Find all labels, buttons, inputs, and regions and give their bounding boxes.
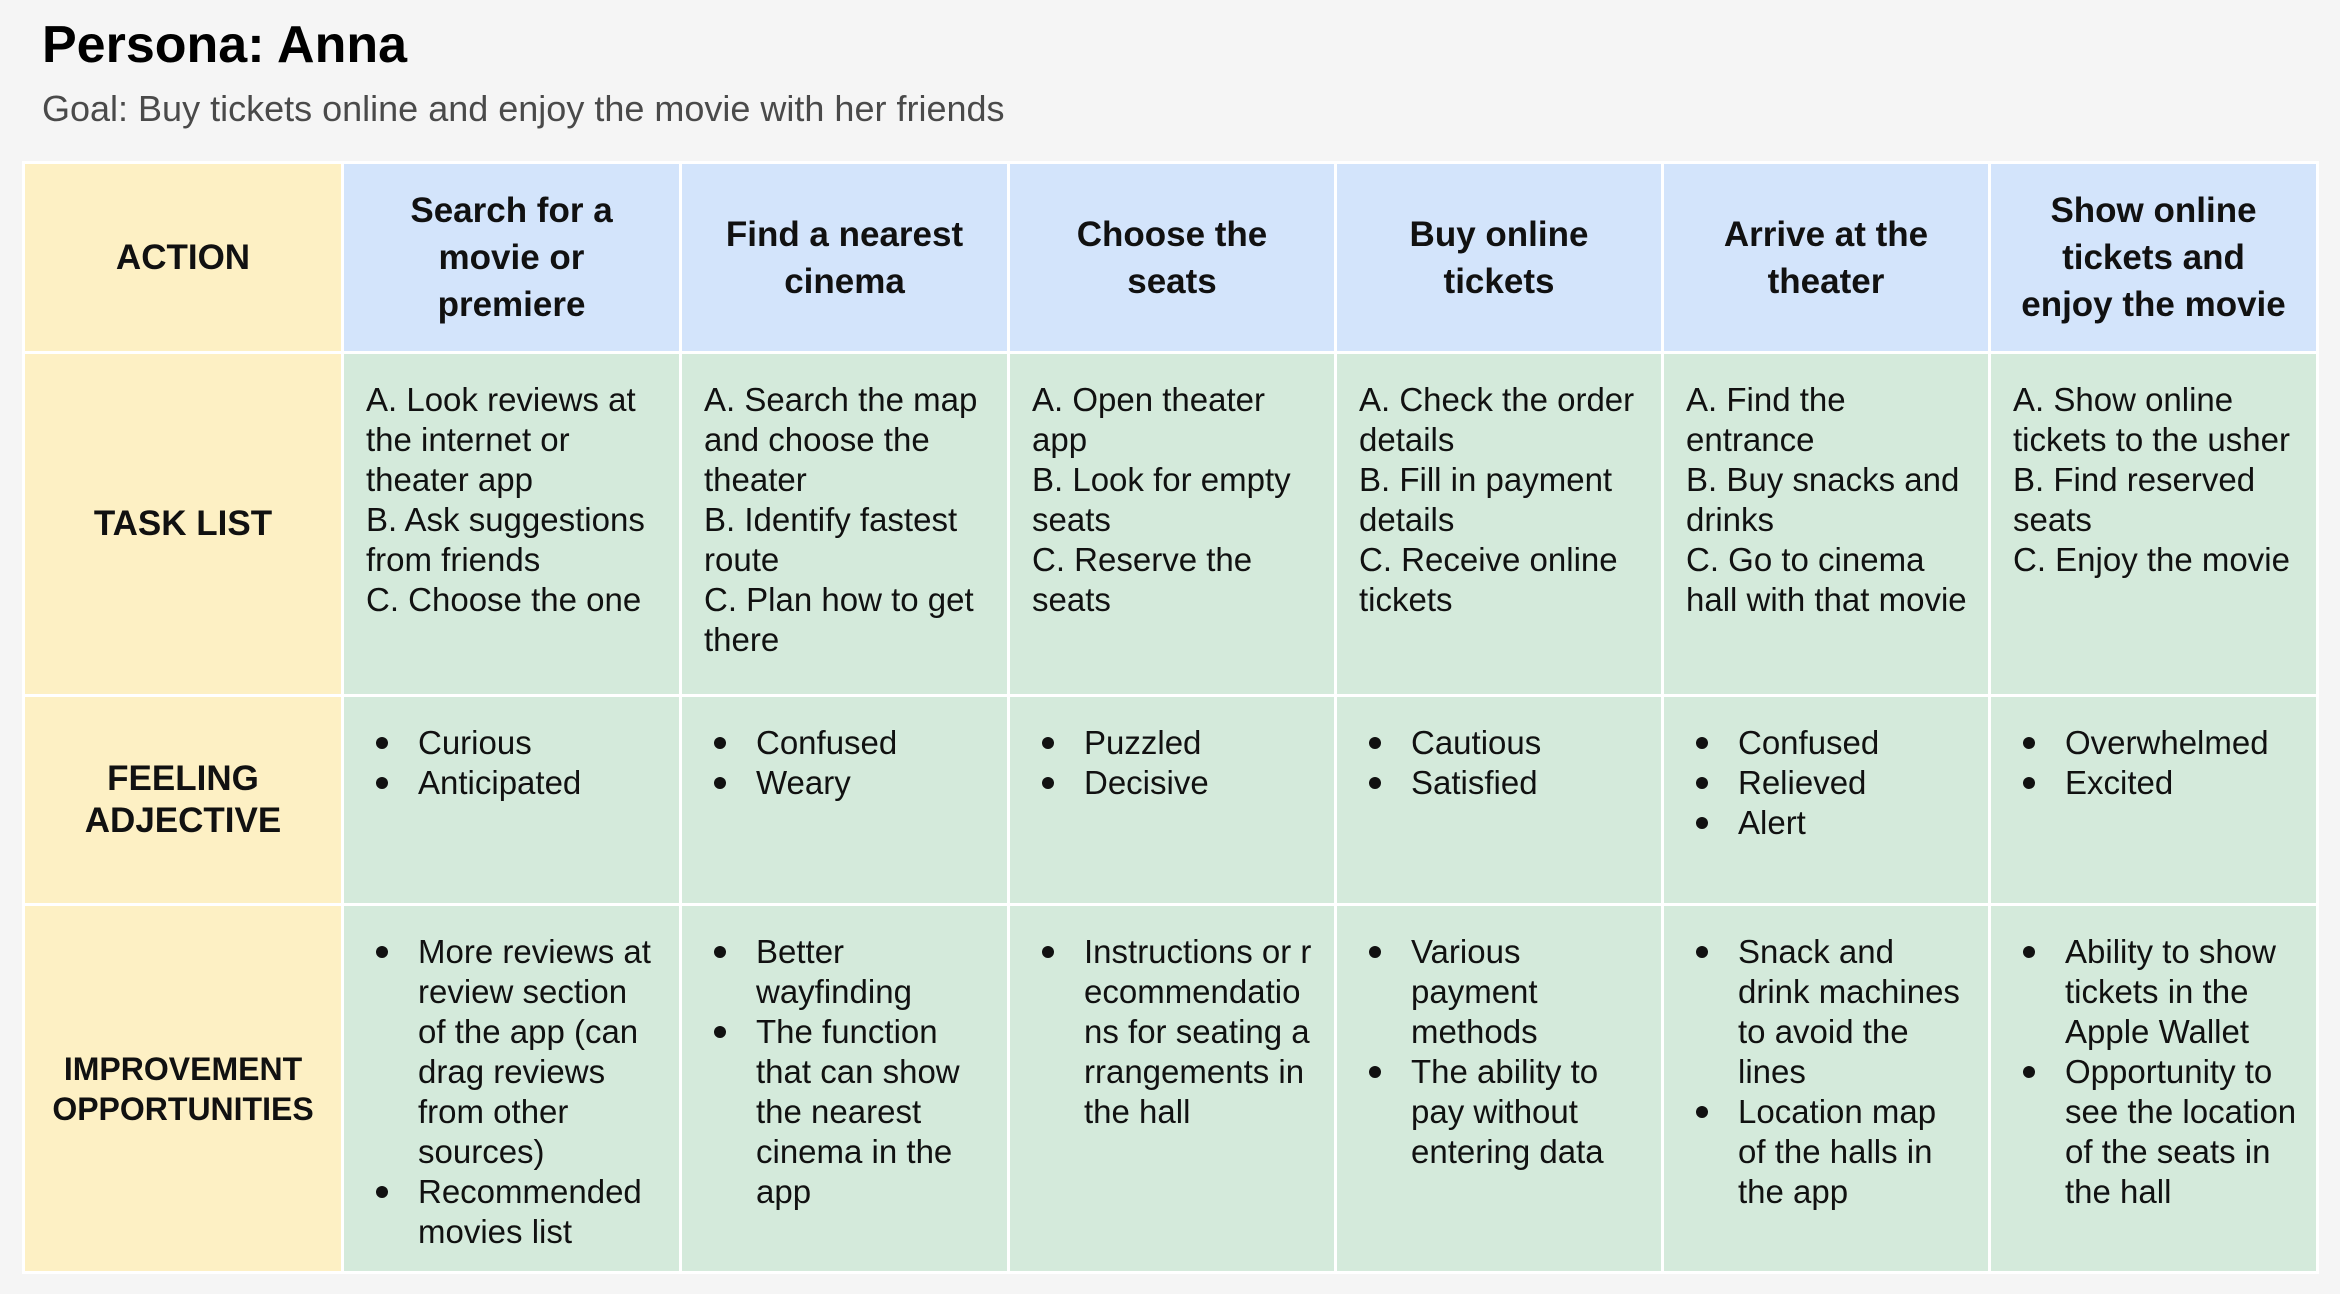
feeling-text: Overwhelmed (2065, 724, 2269, 761)
task-item: A. Look reviews at the internet or theater app (366, 381, 636, 498)
bullet-icon (1369, 737, 1381, 749)
feeling-item (366, 723, 661, 763)
action-cell: Choose the seats (1009, 163, 1336, 353)
task-item: A. Open theater app (1032, 381, 1265, 458)
feeling-text: Alert (1738, 804, 1806, 841)
feeling-item (1032, 763, 1316, 803)
opportunity-item (1032, 932, 1316, 1132)
row-header-improvement-line: OPPORTUNITIES (52, 1090, 314, 1127)
feeling-item (1686, 723, 1970, 763)
feeling-item (1032, 723, 1316, 763)
task-item: C. Receive online tickets (1359, 541, 1618, 618)
action-cell: Show online tickets and enjoy the movie (1990, 163, 2318, 353)
feeling-item (366, 763, 661, 803)
feeling-item (704, 723, 989, 763)
opportunity-text: Location map of the halls in the app (1738, 1093, 1937, 1210)
task-item: B. Identify fastest route (704, 501, 958, 578)
row-header-feeling-line: ADJECTIVE (84, 801, 282, 840)
opportunity-item (704, 1012, 989, 1212)
task-item: B. Ask suggestions from friends (366, 501, 645, 578)
bullet-icon (1042, 737, 1054, 749)
opportunity-cell (1990, 905, 2318, 1273)
opportunity-item (1359, 1052, 1643, 1172)
task-item: C. Go to cinema hall with that movie (1686, 541, 1967, 618)
task-item: C. Enjoy the movie (2013, 541, 2290, 578)
bullet-icon (1042, 777, 1054, 789)
feeling-item (1359, 723, 1643, 763)
page-title: Persona: Anna (42, 16, 408, 74)
feeling-cell (1009, 696, 1336, 905)
opportunity-text: Better wayfinding (756, 933, 912, 1010)
bullet-icon (376, 1186, 388, 1198)
feeling-text: Relieved (1738, 764, 1867, 801)
opportunity-text: Ability to show tickets in the Apple Wallet (2065, 933, 2276, 1050)
bullet-icon (1042, 946, 1054, 958)
opportunity-text: More reviews at review section of the app (can drag reviews from other sources) (418, 933, 651, 1170)
opportunity-cell (343, 905, 681, 1273)
task-cell (681, 353, 1009, 696)
bullet-icon (376, 737, 388, 749)
feeling-item (2013, 723, 2298, 763)
action-cell: Find a nearest cinema (681, 163, 1009, 353)
persona-goal: Goal: Buy tickets online and enjoy the movie with her friends (42, 88, 1005, 129)
opportunity-text: Snack and drink machines to avoid the lines (1738, 933, 1960, 1090)
opportunity-item (704, 932, 989, 1012)
row-header-feeling (24, 696, 343, 905)
opportunity-item (366, 1172, 661, 1252)
feeling-item (1359, 763, 1643, 803)
bullet-icon (2023, 777, 2035, 789)
bullet-icon (376, 946, 388, 958)
feeling-text: Excited (2065, 764, 2174, 801)
action-cell: Buy online tickets (1336, 163, 1663, 353)
row-header-improvement-line: IMPROVEMENT (63, 1050, 303, 1087)
feeling-text: Satisfied (1411, 764, 1538, 801)
bullet-icon (714, 946, 726, 958)
feeling-text: Weary (756, 764, 851, 801)
action-row (24, 163, 2318, 353)
bullet-icon (1696, 1106, 1708, 1118)
opportunity-item (1359, 932, 1643, 1052)
bullet-icon (1696, 777, 1708, 789)
bullet-icon (1696, 817, 1708, 829)
opportunity-text: Instructions or recommendations for seating arrangements in the hall (1084, 933, 1312, 1130)
action-cell: Search for a movie or premiere (343, 163, 681, 353)
task-item: A. Search the map and choose the theater (704, 381, 978, 498)
row-header-action: ACTION (24, 163, 343, 353)
feeling-cell (343, 696, 681, 905)
bullet-icon (714, 1026, 726, 1038)
bullet-icon (1369, 777, 1381, 789)
opportunity-cell (681, 905, 1009, 1273)
bullet-icon (2023, 737, 2035, 749)
task-item: A. Check the order details (1359, 381, 1635, 458)
opportunity-item (1686, 1092, 1970, 1212)
bullet-icon (714, 777, 726, 789)
task-item: A. Show online tickets to the usher (2013, 381, 2290, 458)
feeling-cell (1663, 696, 1990, 905)
task-cell (1009, 353, 1336, 696)
feeling-item (1686, 803, 1970, 843)
bullet-icon (1369, 946, 1381, 958)
improvement-row (24, 905, 2318, 1273)
opportunity-cell (1009, 905, 1336, 1273)
bullet-icon (2023, 1066, 2035, 1078)
task-cell (343, 353, 681, 696)
task-cell (1990, 353, 2318, 696)
feeling-text: Confused (756, 724, 898, 761)
feeling-text: Confused (1738, 724, 1880, 761)
opportunity-item (1686, 932, 1970, 1092)
opportunity-item (2013, 1052, 2298, 1212)
row-header-task-list: TASK LIST (24, 353, 343, 696)
opportunity-text: Various payment methods (1411, 933, 1538, 1050)
task-cell (1336, 353, 1663, 696)
feeling-text: Curious (418, 724, 532, 761)
row-header-improvement (24, 905, 343, 1273)
bullet-icon (714, 737, 726, 749)
feeling-text: Decisive (1084, 764, 1209, 801)
opportunity-cell (1336, 905, 1663, 1273)
task-item: A. Find the entrance (1686, 381, 1846, 458)
task-cell (1663, 353, 1990, 696)
feeling-item (2013, 763, 2298, 803)
opportunity-cell (1663, 905, 1990, 1273)
task-item: B. Fill in payment details (1359, 461, 1613, 538)
bullet-icon (2023, 946, 2035, 958)
opportunity-text: Recommended movies list (418, 1173, 642, 1250)
task-item: B. Look for empty seats (1032, 461, 1291, 538)
row-header-feeling-line: FEELING (107, 759, 259, 798)
task-item: C. Choose the one (366, 581, 642, 618)
opportunity-text: The ability to pay without entering data (1411, 1053, 1604, 1170)
feeling-text: Cautious (1411, 724, 1542, 761)
bullet-icon (1696, 946, 1708, 958)
task-item: B. Find reserved seats (2013, 461, 2256, 538)
journey-map-table (22, 161, 2319, 1274)
feeling-row (24, 696, 2318, 905)
opportunity-text: Opportunity to see the location of the seats in the hall (2065, 1053, 2297, 1210)
feeling-cell (1336, 696, 1663, 905)
task-item: B. Buy snacks and drinks (1686, 461, 1960, 538)
action-cell: Arrive at the theater (1663, 163, 1990, 353)
feeling-cell (681, 696, 1009, 905)
feeling-item (704, 763, 989, 803)
task-list-row (24, 353, 2318, 696)
opportunity-text: The function that can show the nearest cinema in the app (756, 1013, 960, 1210)
opportunity-item (366, 932, 661, 1172)
task-item: C. Plan how to get there (704, 581, 974, 658)
opportunity-item (2013, 932, 2298, 1052)
bullet-icon (1369, 1066, 1381, 1078)
feeling-text: Puzzled (1084, 724, 1202, 761)
feeling-text: Anticipated (418, 764, 582, 801)
task-item: C. Reserve the seats (1032, 541, 1253, 618)
bullet-icon (376, 777, 388, 789)
bullet-icon (1696, 737, 1708, 749)
feeling-item (1686, 763, 1970, 803)
feeling-cell (1990, 696, 2318, 905)
